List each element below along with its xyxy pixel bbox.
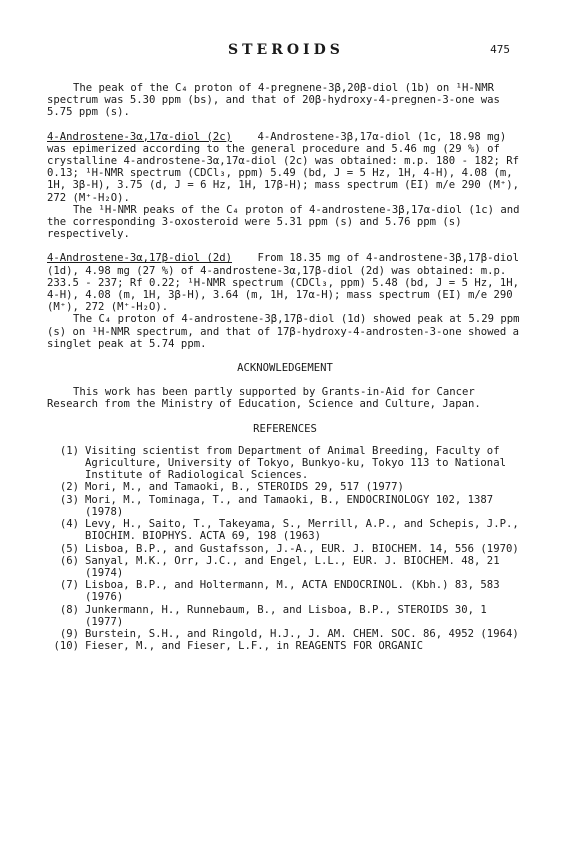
- reference-text: Mori, M., and Tamaoki, B., STEROIDS 29, 517 (1977): [85, 481, 404, 494]
- reference-item: [47, 640, 523, 652]
- reference-number: (1): [59, 444, 79, 457]
- reference-text: Junkermann, H., Runnebaum, B., and Lisboa, B.P., STEROIDS 30, 1 (1977): [85, 603, 487, 628]
- reference-number: (10): [53, 640, 79, 653]
- compound-2d-note: The C₄ proton of 4-androstene-3β,17β-diol (1d) showed peak at 5.29 ppm (s) on ¹H-NMR spectrum, and that of 17β-hydroxy-4-androsten-3-one showed a singlet peak at 5.74 ppm.: [47, 313, 520, 350]
- reference-text: Visiting scientist from Department of Animal Breeding, Faculty of Agriculture, University of Tokyo, Bunkyo-ku, Tokyo 113 to National Institute of Radiological Sciences.: [85, 444, 506, 482]
- reference-number: (9): [59, 627, 79, 640]
- compound-2d-title: 4-Androstene-3α,17β-diol (2d): [47, 252, 232, 265]
- reference-item: [47, 481, 523, 493]
- reference-number: (2): [59, 481, 79, 494]
- compound-2c-body: 4-Androstene-3β,17α-diol (1c, 18.98 mg) was epimerized according to the general procedure and 5.46 mg (29 %) of crystalline 4-androstene-3α,17α-diol (2c) was obtained: m.p. 180 - 182; Rf 0.13; ¹H-NMR spectrum (CDCl₃, ppm) 5.49 (bd, J = 5 Hz, 1H, 4-H), 4.08 (m, 1H, 3β-H), 3.75 (d, J = 6 Hz, 1H, 17β-H); mass spectrum (EI) m/e 290 (M⁺), 272 (M⁺-H₂O).: [47, 130, 519, 204]
- reference-number: (3): [59, 493, 79, 506]
- reference-number: (6): [59, 554, 79, 567]
- reference-item: [47, 579, 523, 603]
- reference-number: (8): [59, 603, 79, 616]
- reference-list: [47, 445, 523, 652]
- reference-item: [47, 445, 523, 482]
- reference-text: Mori, M., Tominaga, T., and Tamaoki, B., ENDOCRINOLOGY 102, 1387 (1978): [85, 493, 494, 518]
- page-body: [47, 82, 523, 652]
- running-header: [0, 42, 576, 62]
- reference-text: Burstein, S.H., and Ringold, H.J., J. AM. CHEM. SOC. 86, 4952 (1964): [85, 627, 519, 640]
- journal-title: STEROIDS: [228, 42, 344, 58]
- reference-text: Levy, H., Saito, T., Takeyama, S., Merrill, A.P., and Schepis, J.P., BIOCHIM. BIOPHYS. ACTA 69, 198 (1963): [85, 518, 519, 543]
- reference-item: [47, 555, 523, 579]
- reference-item: [47, 494, 523, 518]
- reference-text: Lisboa, B.P., and Gustafsson, J.-A., EUR. J. BIOCHEM. 14, 556 (1970): [85, 542, 519, 555]
- reference-item: [47, 543, 523, 555]
- reference-number: (5): [59, 542, 79, 555]
- reference-item: [47, 518, 523, 542]
- reference-text: Sanyal, M.K., Orr, J.C., and Engel, L.L., EUR. J. BIOCHEM. 48, 21 (1974): [85, 554, 500, 579]
- compound-2c-title: 4-Androstene-3α,17α-diol (2c): [47, 130, 232, 143]
- reference-item: [47, 628, 523, 640]
- reference-text: Lisboa, B.P., and Holtermann, M., ACTA ENDOCRINOL. (Kbh.) 83, 583 (1976): [85, 579, 500, 604]
- acknowledgement-heading: ACKNOWLEDGEMENT: [237, 362, 333, 375]
- compound-2c-entry: [47, 131, 523, 204]
- paragraph-pregnene-diol: The peak of the C₄ proton of 4-pregnene-3β,20β-diol (1b) on ¹H-NMR spectrum was 5.30 ppm (bs), and that of 20β-hydroxy-4-pregnen-3-one was 5.75 ppm (s).: [47, 82, 500, 119]
- compound-2d-body: From 18.35 mg of 4-androstene-3β,17β-diol (1d), 4.98 mg (27 %) of 4-androstene-3α,17β-diol (2d) was obtained: m.p. 233.5 - 237; Rf 0.22; ¹H-NMR spectrum (CDCl₃, ppm) 5.48 (bd, J = 5 Hz, 1H, 4-H), 4.08 (m, 1H, 3β-H), 3.64 (m, 1H, 17α-H); mass spectrum (EI) m/e 290 (M⁺), 272 (M⁺-H₂O).: [47, 252, 520, 314]
- compound-2d-entry: [47, 252, 523, 313]
- reference-number: (7): [59, 579, 79, 592]
- reference-item: [47, 604, 523, 628]
- reference-number: (4): [59, 518, 79, 531]
- compound-2c-note: The ¹H-NMR peaks of the C₄ proton of 4-androstene-3β,17α-diol (1c) and the corresponding 3-oxosteroid were 5.31 ppm (s) and 5.76 ppm (s) respectively.: [47, 203, 520, 241]
- references-heading: REFERENCES: [253, 422, 317, 435]
- acknowledgement-text: This work has been partly supported by Grants-in-Aid for Cancer Research from the Ministry of Education, Science and Culture, Japan.: [47, 386, 481, 411]
- reference-text: Fieser, M., and Fieser, L.F., in REAGENTS FOR ORGANIC: [85, 640, 424, 653]
- page-number: 475: [490, 43, 510, 56]
